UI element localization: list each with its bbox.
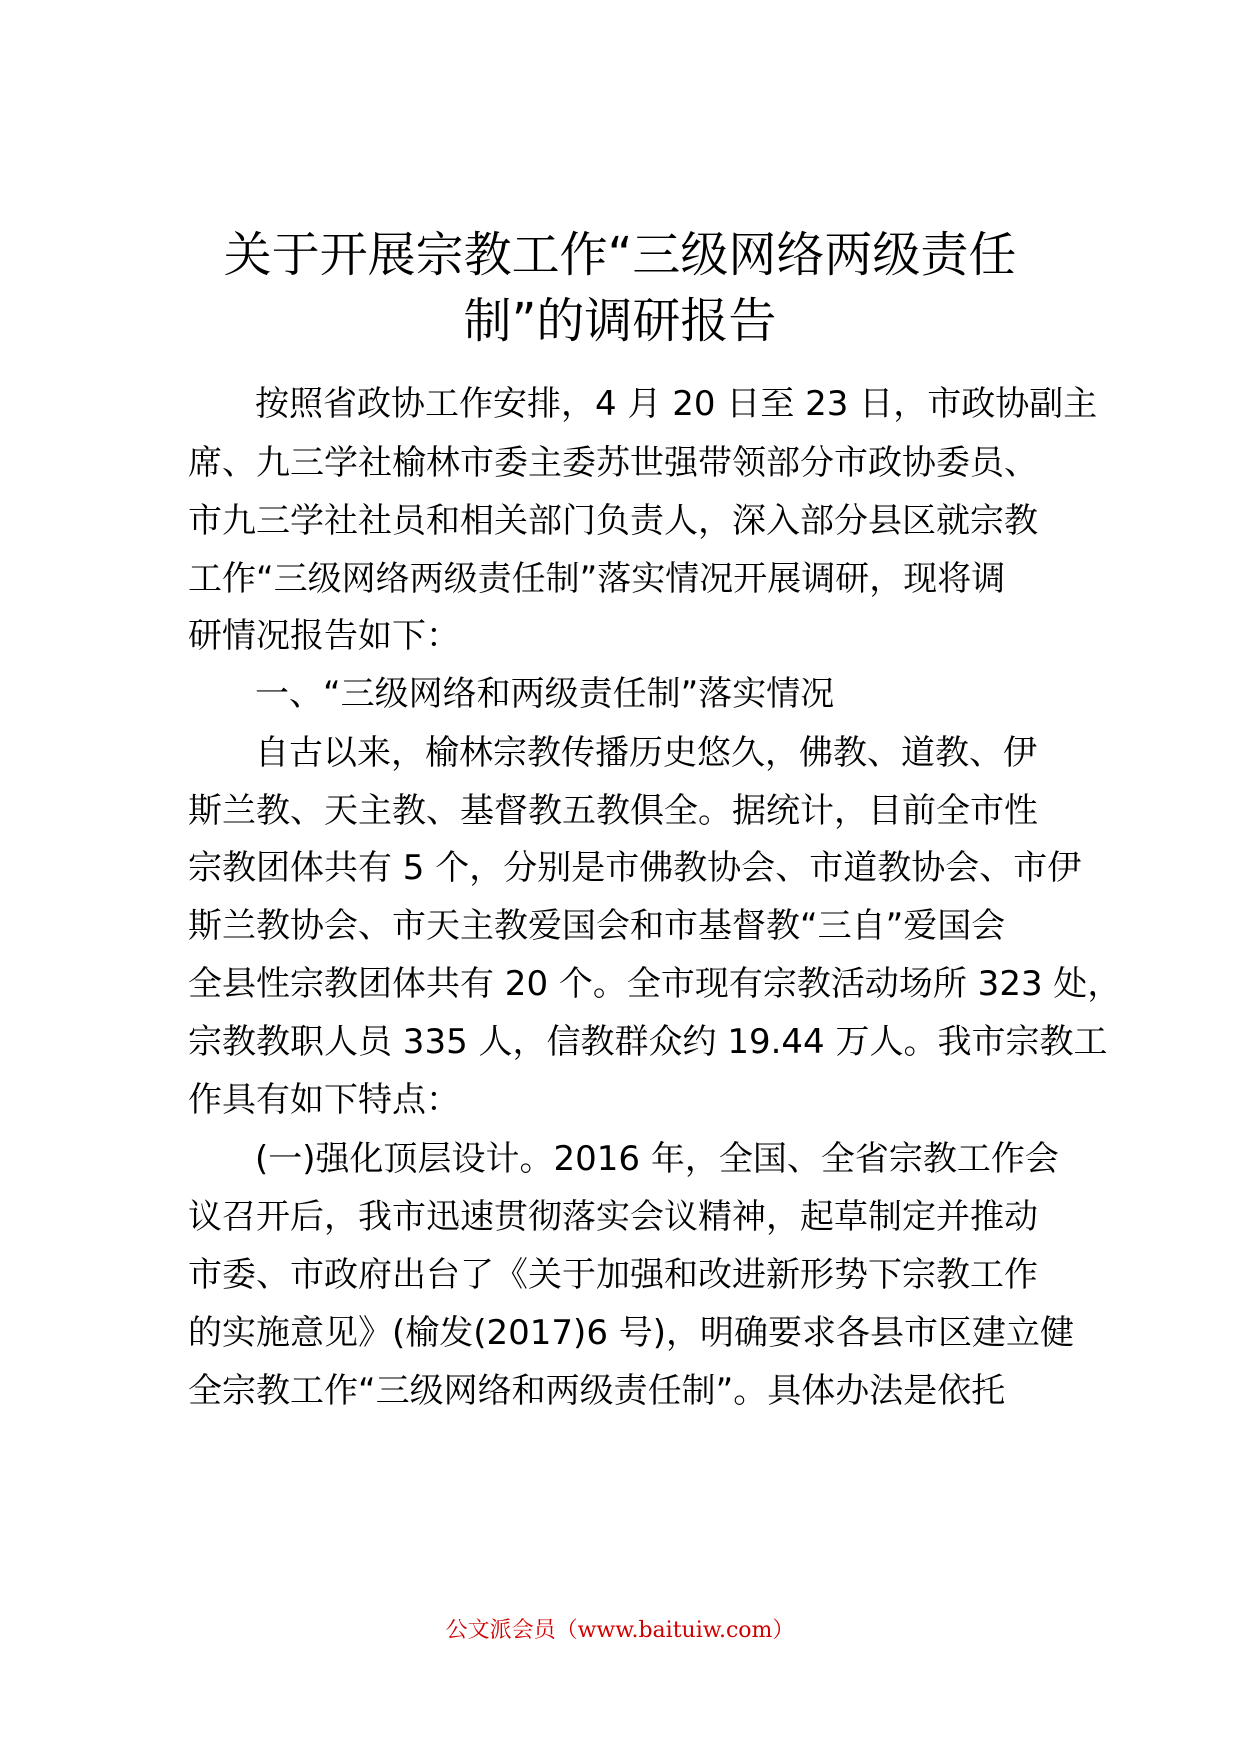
body-line-9: 宗教团体共有 5 个，分别是市佛教协会、市道教协会、市伊 [188,848,1082,888]
document-title-line-1: 关于开展宗教工作“三级网络两级责任 [223,227,1017,283]
body-line-18: 全宗教工作“三级网络和两级责任制”。具体办法是依托 [188,1371,1006,1411]
section-heading-1: 一、“三级网络和两级责任制”落实情况 [255,674,835,714]
body-line-5: 研情况报告如下： [188,616,460,656]
body-line-15: 议召开后，我市迅速贯彻落实会议精神，起草制定并推动 [188,1197,1038,1237]
body-line-11: 全县性宗教团体共有 20 个。全市现有宗教活动场所 323 处， [188,964,1122,1004]
document-title-line-2: 制”的调研报告 [463,293,777,349]
body-line-17: 的实施意见》(榆发(2017)6 号)，明确要求各县市区建立健 [188,1313,1075,1353]
body-line-16: 市委、市政府出台了《关于加强和改进新形势下宗教工作 [188,1255,1038,1295]
body-line-12: 宗教教职人员 335 人，信教群众约 19.44 万人。我市宗教工 [188,1022,1108,1062]
body-line-2: 席、九三学社榆林市委主委苏世强带领部分市政协委员、 [188,443,1038,483]
body-line-13: 作具有如下特点： [188,1080,460,1120]
body-line-14: (一)强化顶层设计。2016 年，全国、全省宗教工作会 [255,1139,1059,1179]
body-line-10: 斯兰教协会、市天主教爱国会和市基督教“三自”爱国会 [188,906,1006,946]
body-line-7: 自古以来，榆林宗教传播历史悠久，佛教、道教、伊 [255,733,1037,773]
body-line-3: 市九三学社社员和相关部门负责人，深入部分县区就宗教 [188,501,1038,541]
body-line-8: 斯兰教、天主教、基督教五教俱全。据统计，目前全市性 [188,791,1038,831]
body-line-4: 工作“三级网络两级责任制”落实情况开展调研，现将调 [188,559,1006,599]
footer-watermark-text: 公文派会员（www.baituiw.com） [445,1618,795,1643]
body-line-1: 按照省政协工作安排，4 月 20 日至 23 日，市政协副主 [255,384,1098,424]
